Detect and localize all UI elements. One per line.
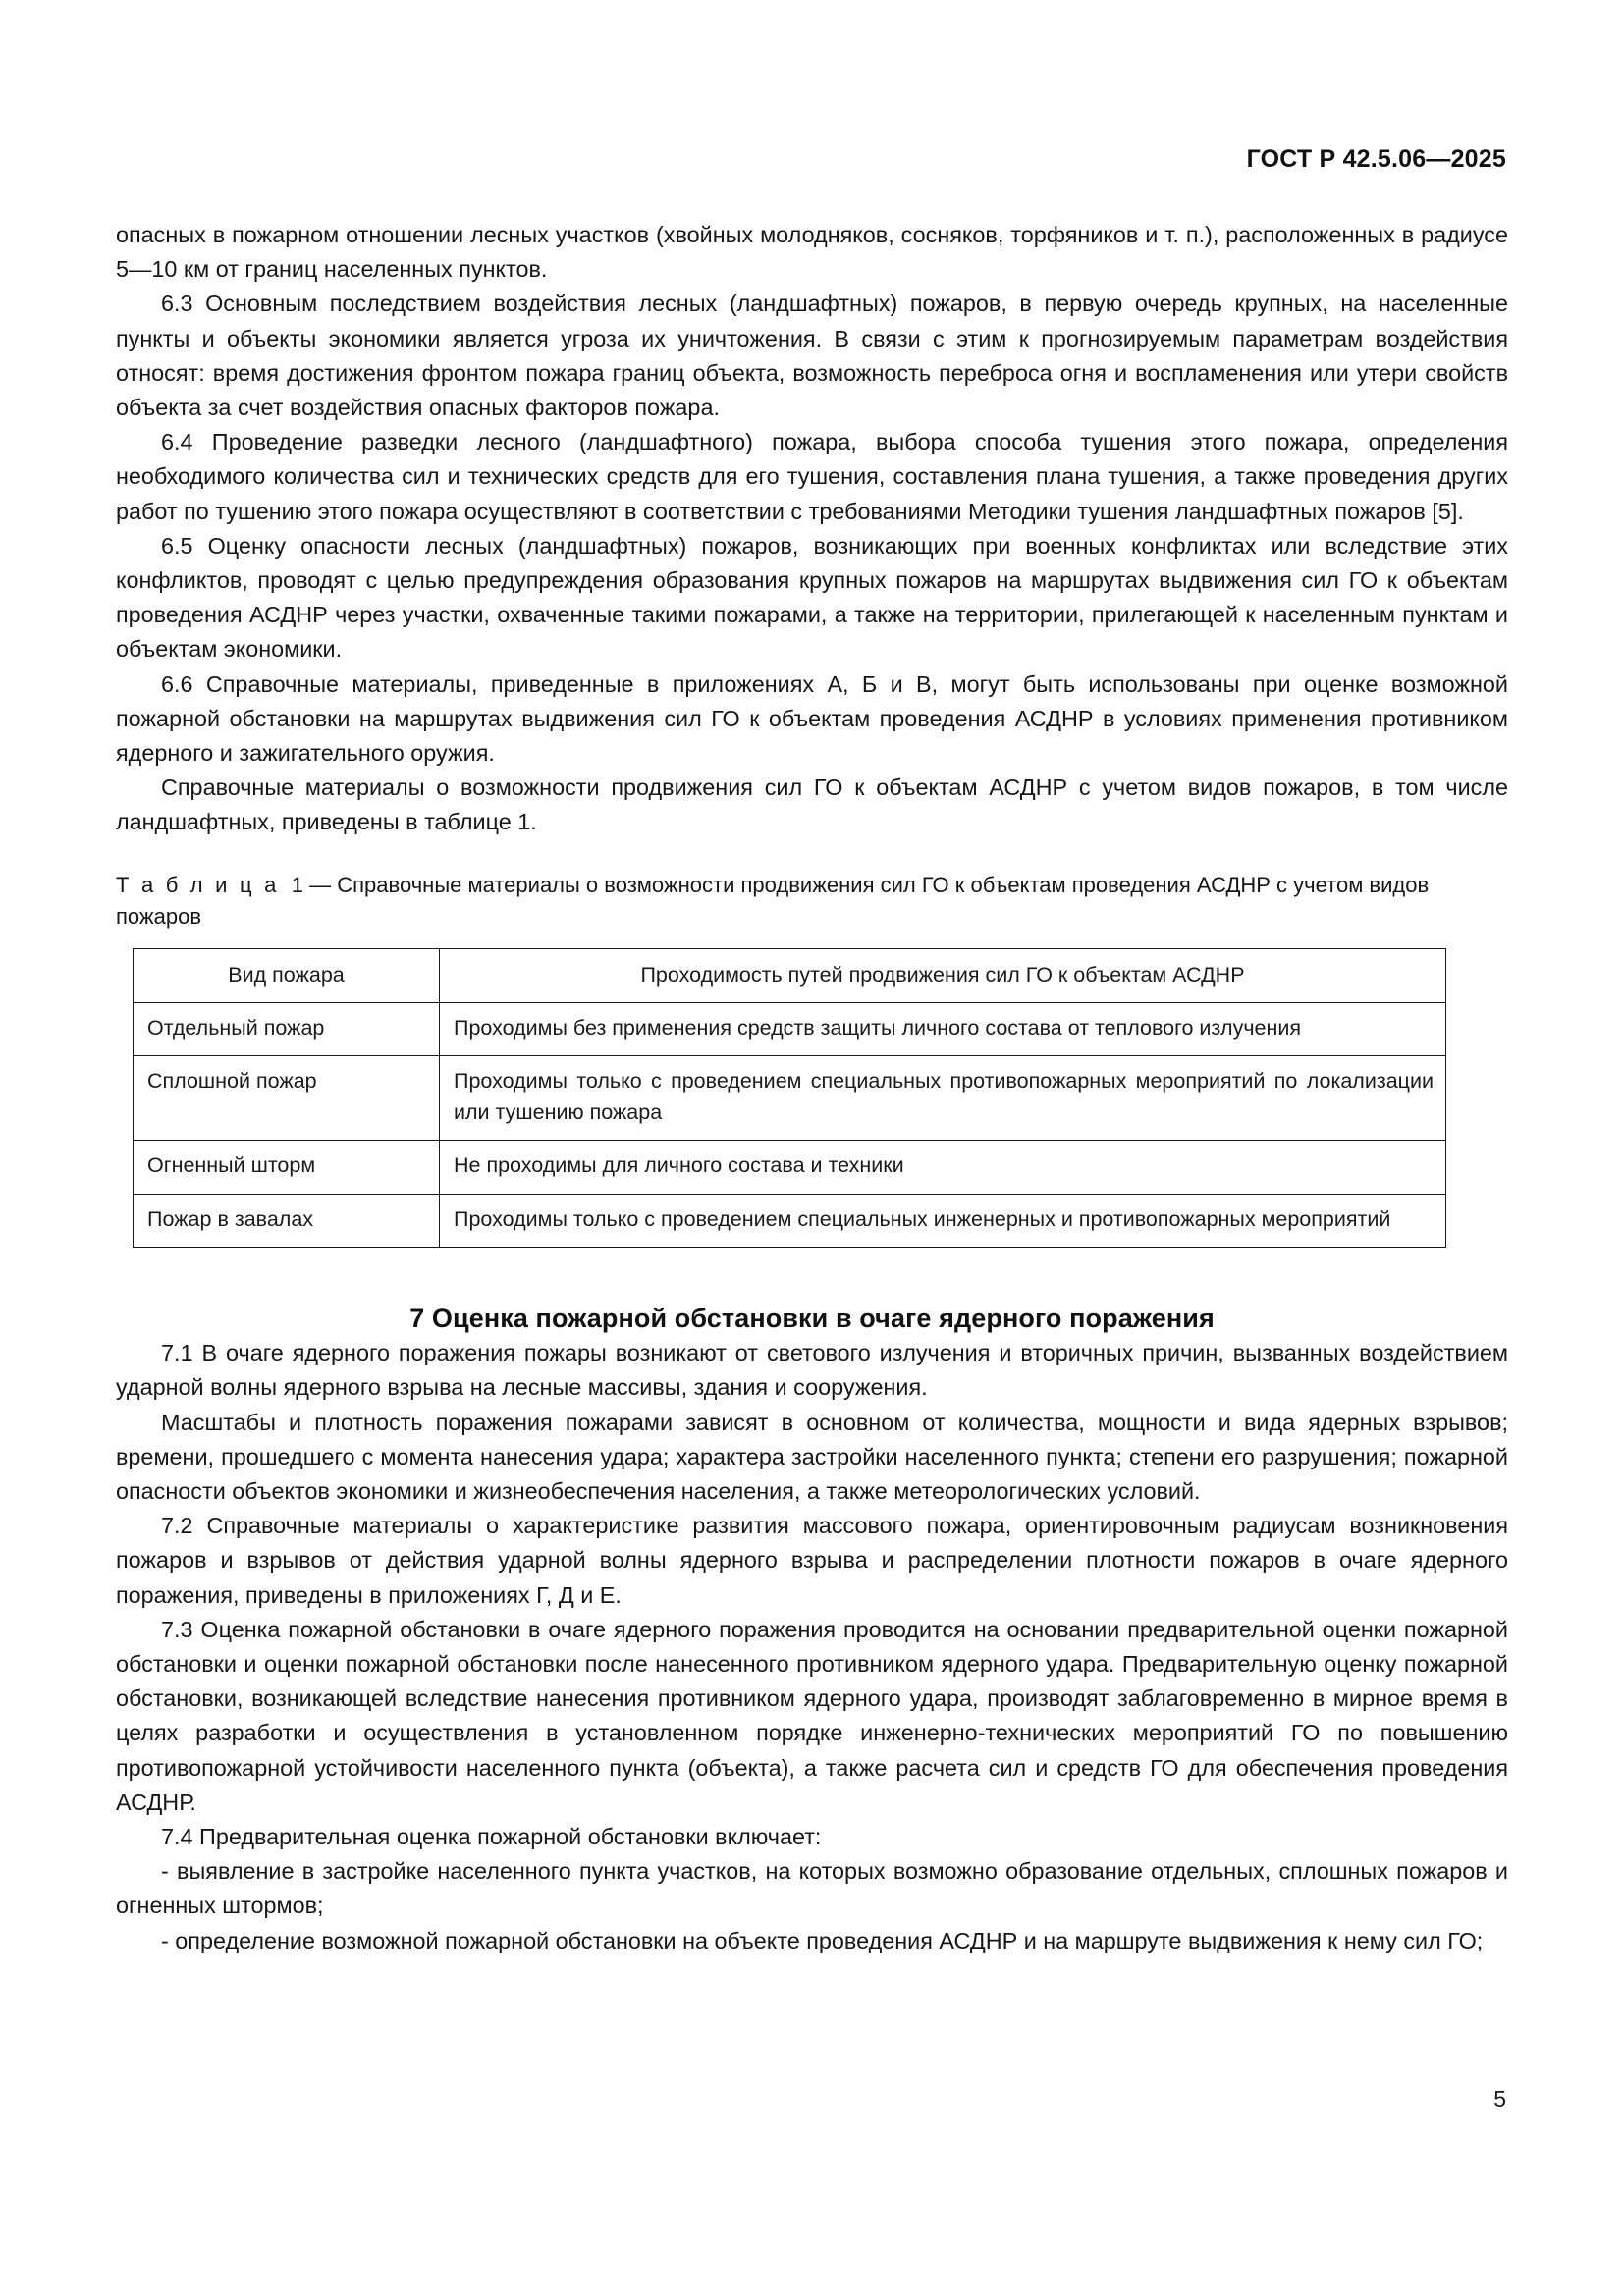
paragraph-7-4: 7.4 Предварительная оценка пожарной обстановки включает: (161, 1824, 822, 1849)
paragraph-6-6: 6.6 Справочные материалы, приведенные в приложениях А, Б и В, могут быть использованы при оценке возможной пожарной обстановки на маршрутах выдвижения сил ГО к объектам проведения АСДНР в условиях применения противником ядерного и зажигательного оружия. (116, 670, 1508, 767)
paragraph-7-3: 7.3 Оценка пожарной обстановки в очаге ядерного поражения проводится на основании предварительной оценки пожарной обстановки и оценки пожарной обстановки после нанесенного противником ядерного удара. Предварительную оценку пожарной обстановки, возникающей вследствие нанесения противником ядерного удара, производят заблаговременно в мирное время в целях разработки и осуществления в установленном порядке инженерно-технических мероприятий ГО по повышению противопожарной устойчивости населенного пункта (объекта), а также расчета сил и средств ГО для обеспечения проведения АСДНР. (116, 1616, 1508, 1815)
table-row (134, 1141, 1446, 1195)
paragraph-6-6b: Справочные материалы о возможности продвижения сил ГО к объектам АСДНР с учетом видов пожаров, в том числе ландшафтных, приведены в таблице 1. (116, 774, 1508, 835)
bullet-item-2: - определение возможной пожарной обстановки на объекте проведения АСДНР и на маршруте выдвижения к нему сил ГО; (161, 1927, 1484, 1953)
cell-fire-type: Пожар в завалах (134, 1194, 440, 1248)
table-row (134, 1002, 1446, 1056)
paragraph-7-2: 7.2 Справочные материалы о характеристике развития массового пожара, ориентировочным радиусам возникновения пожаров и взрывов от действия ударной волны ядерного взрыва и распределении плотности пожаров в очаге ядерного поражения, приведены в приложениях Г, Д и Е. (116, 1513, 1508, 1608)
paragraph-7-1: 7.1 В очаге ядерного поражения пожары возникают от светового излучения и вторичных причин, вызванных воздействием ударной волны ядерного взрыва на лесные массивы, здания и сооружения. (116, 1340, 1508, 1401)
standard-number: ГОСТ Р 42.5.06—2025 (1246, 145, 1506, 173)
paragraph-6-5: 6.5 Оценку опасности лесных (ландшафтных) пожаров, возникающих при военных конфликтах или вследствие этих конфликтов, проводят с целью предупреждения образования крупных пожаров на маршрутах выдвижения сил ГО к объектам проведения АСДНР через участки, охваченные такими пожарами, а также на территории, прилегающей к населенным пунктам и объектам экономики. (116, 532, 1508, 663)
table-row (134, 1056, 1446, 1141)
bullet-item-1: - выявление в застройке населенного пункта участков, на которых возможно образование отдельных, сплошных пожаров и огненных штормов; (116, 1858, 1508, 1919)
cell-fire-type: Огненный шторм (134, 1141, 440, 1195)
table-caption-number: 1 (291, 872, 303, 897)
table-caption-text: — Справочные материалы о возможности продвижения сил ГО к объектам проведения АСДНР с учетом видов пожаров (116, 872, 1430, 929)
cell-passability: Проходимы без применения средств защиты личного состава от теплового излучения (440, 1002, 1446, 1056)
column-header-fire-type: Вид пожара (134, 948, 440, 1002)
table-row (134, 1194, 1446, 1248)
column-header-passability: Проходимость путей продвижения сил ГО к объектам АСДНР (440, 948, 1446, 1002)
cell-fire-type: Отдельный пожар (134, 1002, 440, 1056)
paragraph-continuation: опасных в пожарном отношении лесных участков (хвойных молодняков, сосняков, торфяников и т. п.), расположенных в радиусе 5—10 км от границ населенных пунктов. (116, 222, 1508, 283)
page-number: 5 (1493, 2086, 1506, 2111)
section-7-heading: 7 Оценка пожарной обстановки в очаге ядерного поражения (409, 1304, 1215, 1334)
cell-passability: Не проходимы для личного состава и техники (440, 1141, 1446, 1195)
cell-fire-type: Сплошной пожар (134, 1056, 440, 1141)
cell-passability: Проходимы только с проведением специальных инженерных и противопожарных мероприятий (440, 1194, 1446, 1248)
table-header-row (134, 948, 1446, 1002)
table-1-caption (116, 870, 1508, 933)
table-caption-label: Т а б л и ц а (116, 872, 280, 897)
paragraph-7-1b: Масштабы и плотность поражения пожарами зависят в основном от количества, мощности и вида ядерных взрывов; времени, прошедшего с момента нанесения удара; характера застройки населенного пункта; степени его разрушения; пожарной опасности объектов экономики и жизнеобеспечения населения, а также метеорологических условий. (116, 1409, 1508, 1504)
page-content (116, 218, 1508, 1958)
table-caption-number-space (280, 873, 292, 897)
paragraph-6-3: 6.3 Основным последствием воздействия лесных (ландшафтных) пожаров, в первую очередь крупных, на населенные пункты и объекты экономики является угроза их уничтожения. В связи с этим к прогнозируемым параметрам воздействия относят: время достижения фронтом пожара границ объекта, возможность переброса огня и воспламенения или утери свойств объекта за счет воздействия опасных факторов пожара. (116, 291, 1508, 421)
cell-passability: Проходимы только с проведением специальных противопожарных мероприятий по локализации или тушению пожара (440, 1056, 1446, 1141)
table-1 (133, 948, 1446, 1249)
paragraph-6-4: 6.4 Проведение разведки лесного (ландшафтного) пожара, выбора способа тушения этого пожара, определения необходимого количества сил и технических средств для его тушения, составления плана тушения, а также проведения других работ по тушению этого пожара осуществляют в соответствии с требованиями Методики тушения ландшафтных пожаров [5]. (116, 429, 1508, 524)
page-header (118, 145, 1506, 179)
